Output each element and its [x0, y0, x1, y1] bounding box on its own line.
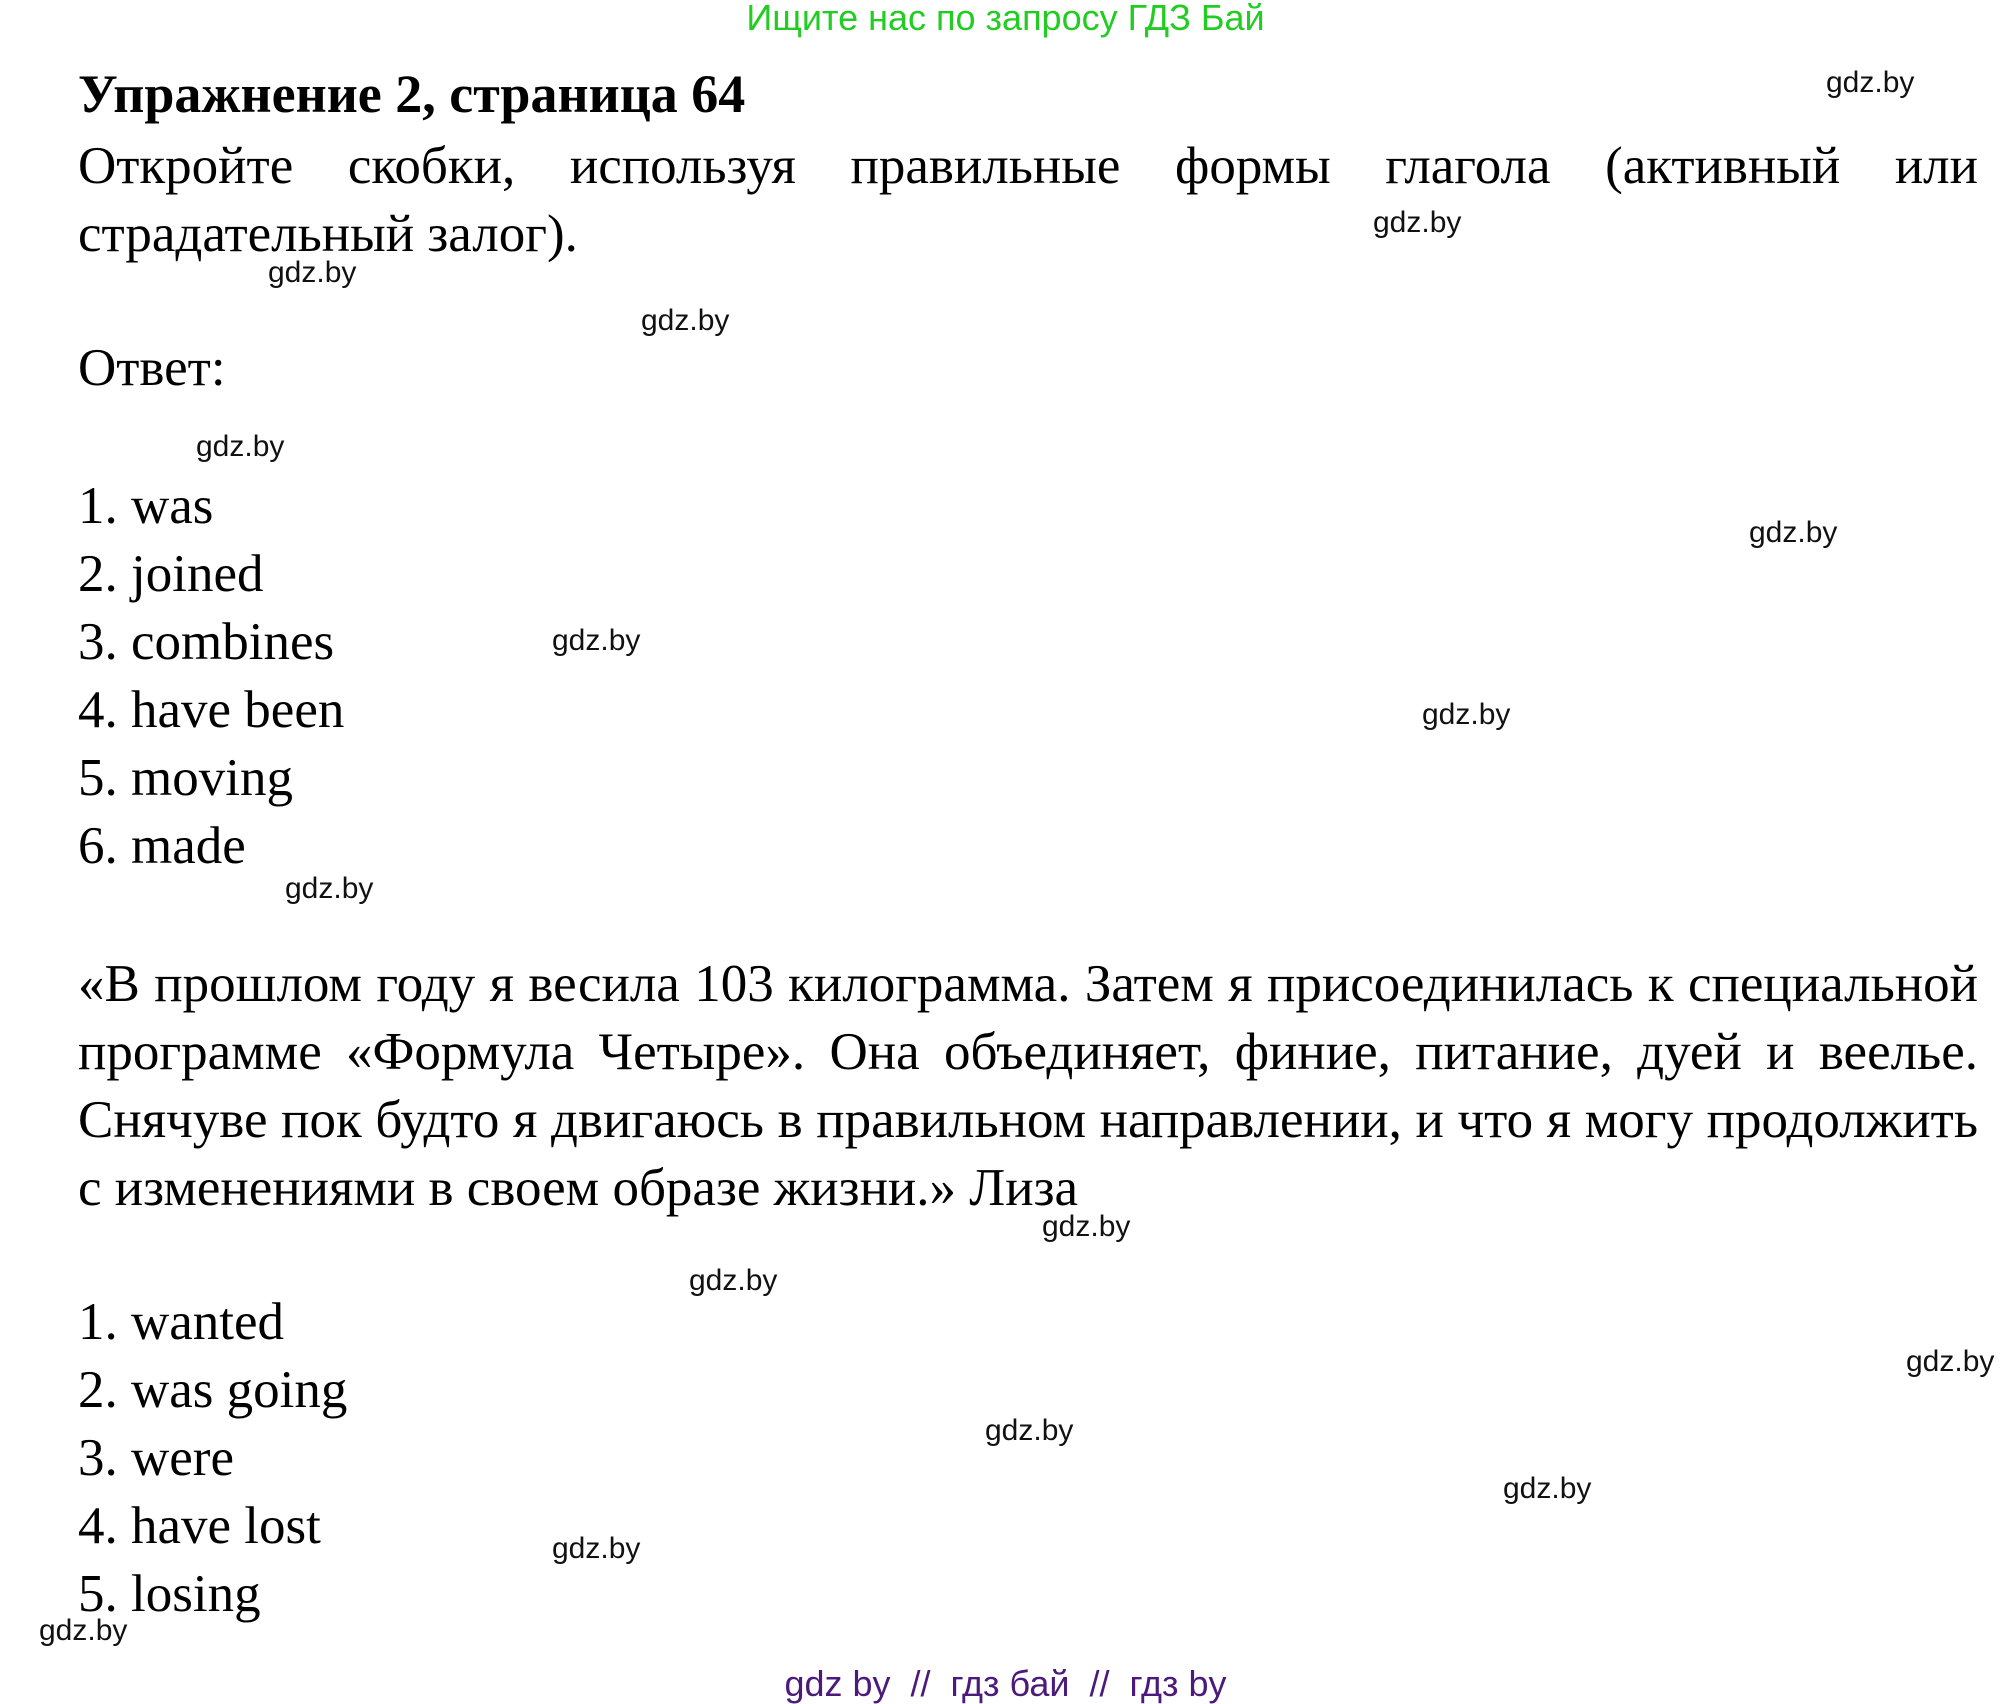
watermark: gdz.by — [1749, 516, 1838, 549]
answer-item: 2. joined — [78, 545, 264, 603]
watermark: gdz.by — [1826, 66, 1915, 99]
answer-list-2 — [78, 1288, 347, 1628]
footer-links: gdz by // гдз бай // гдз by — [784, 1663, 1227, 1704]
answer-item: 4. have been — [78, 681, 345, 739]
watermark: gdz.by — [196, 430, 285, 463]
answer-list-1 — [78, 472, 344, 880]
watermark: gdz.by — [1373, 206, 1462, 239]
answer-item: 3. combines — [78, 613, 335, 671]
answer-item: 1. was — [78, 477, 214, 535]
answer-item: 2. was going — [78, 1361, 348, 1419]
watermark: gdz.by — [268, 256, 357, 289]
task-instruction: Откройте скобки, используя правильные формы глагола (активный или страдательный залог). — [78, 137, 1978, 263]
watermark: gdz.by — [285, 872, 374, 905]
watermark: gdz.by — [985, 1414, 1074, 1447]
answer-item: 3. were — [78, 1429, 234, 1487]
watermark: gdz.by — [552, 1532, 641, 1565]
answer-item: 6. made — [78, 817, 246, 875]
watermark: gdz.by — [1906, 1345, 1995, 1378]
watermark: gdz.by — [39, 1614, 128, 1647]
watermark: gdz.by — [689, 1264, 778, 1297]
answer-item: 5. losing — [78, 1565, 261, 1623]
watermark: gdz.by — [1503, 1472, 1592, 1505]
search-banner: Ищите нас по запросу ГДЗ Бай — [746, 0, 1265, 38]
page-title: Упражнение 2, страница 64 — [78, 64, 746, 124]
story-paragraph: «В прошлом году я весила 103 килограмма. Затем я присоединилась к специальной программе «Формула Четыре». Она объединяет, финие, питание, дуей и веелье. Снячуве пок будто я двигаюсь в правильном направлении, и что я могу продолжить с изменениями в своем образе жизни.» Лиза — [78, 955, 1978, 1217]
watermark: gdz.by — [1042, 1210, 1131, 1243]
answer-item: 5. moving — [78, 749, 293, 807]
watermark: gdz.by — [1422, 698, 1511, 731]
answer-label: Ответ: — [78, 339, 226, 397]
watermark: gdz.by — [641, 304, 730, 337]
watermark: gdz.by — [552, 624, 641, 657]
answer-item: 4. have lost — [78, 1497, 321, 1555]
answer-item: 1. wanted — [78, 1293, 285, 1351]
